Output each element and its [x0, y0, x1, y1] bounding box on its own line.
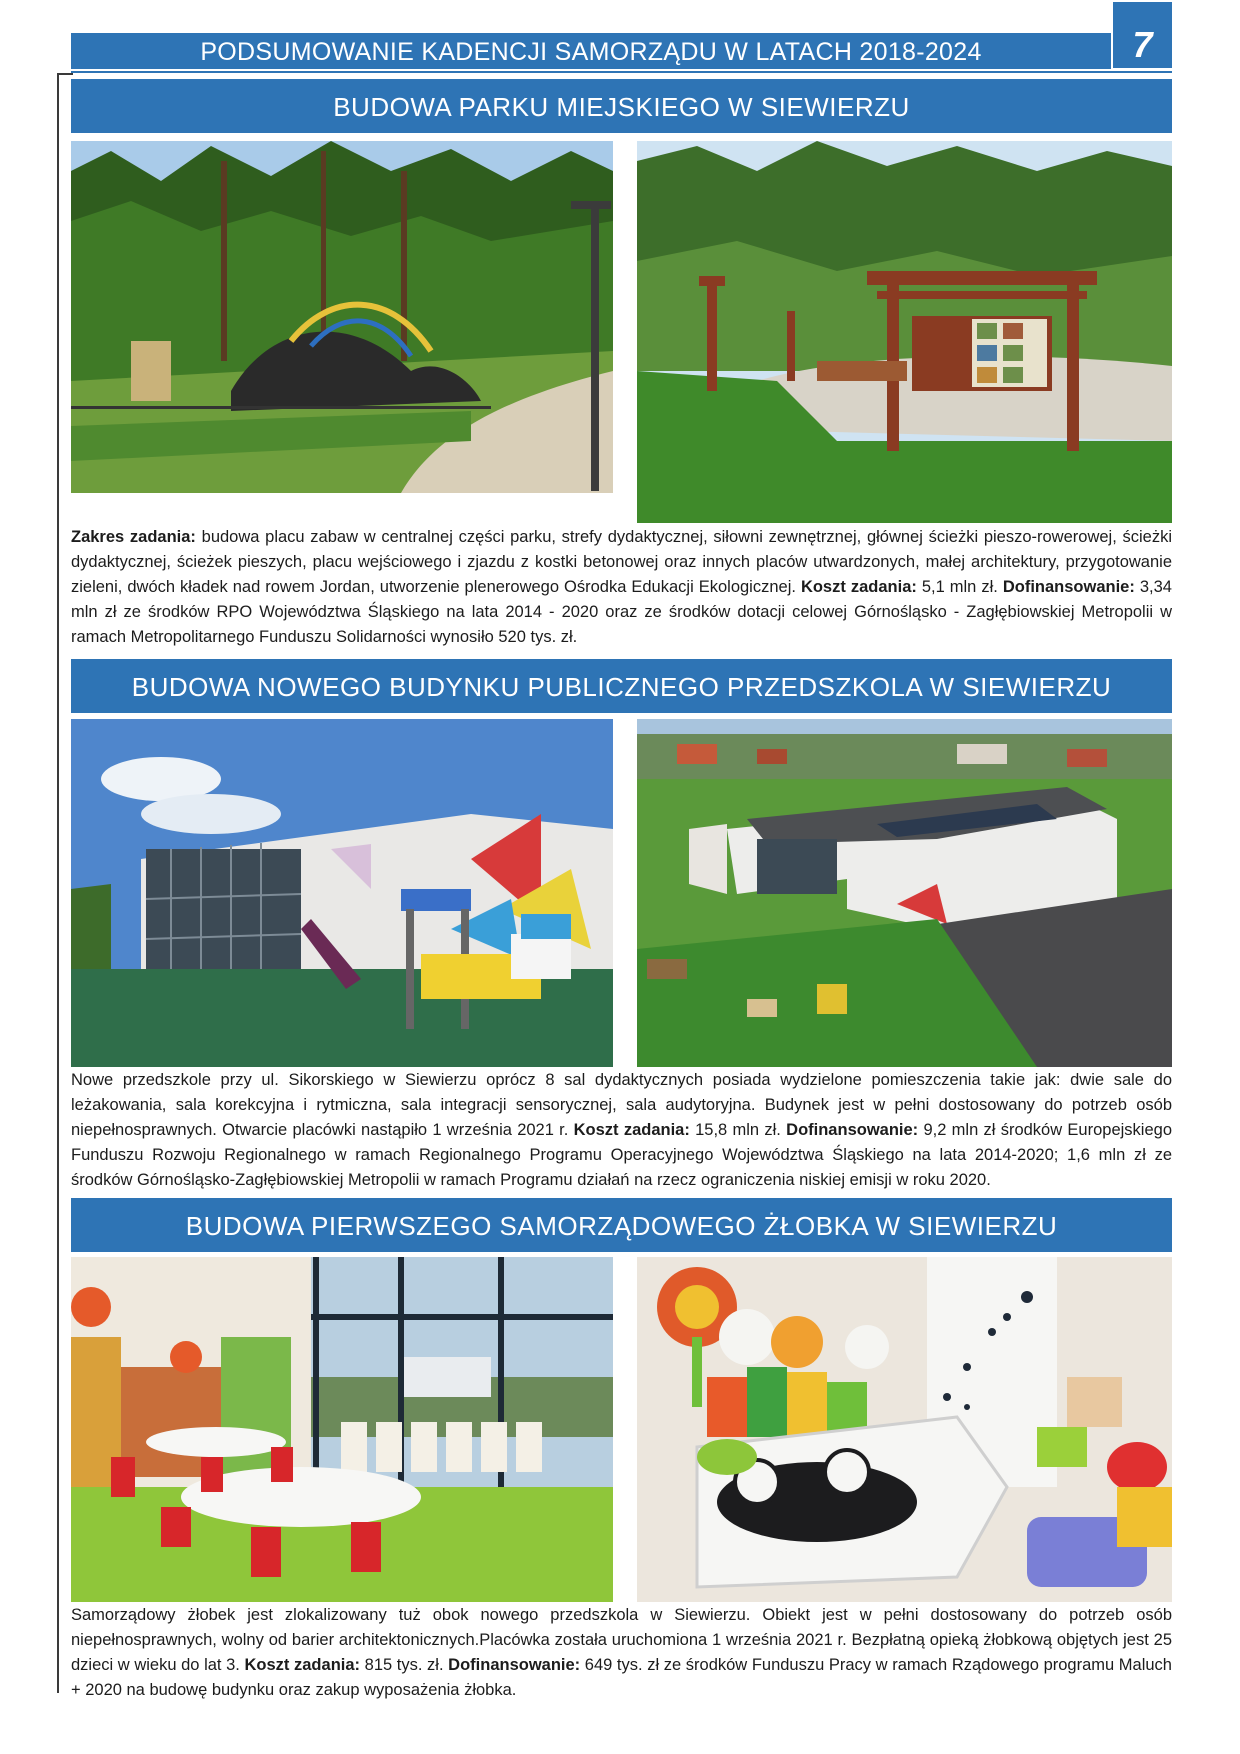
left-margin-rule — [57, 73, 59, 1693]
section-text-park: Zakres zadania: budowa placu zabaw w centralnej części parku, strefy dydaktycznej, siłowni zewnętrznej, głównej ścieżki pieszo-rowerowej, ścieżki dydaktycznej, ścieżek pieszych, placu wejściowego i zjazdu z kostki betonowej oraz innych placów utwardzonych, małej architektury, przygotowanie zieleni, dwóch kładek nad rowem Jordan, utworzenie plenerowego Ośrodka Edukacji Ekologicznej. Koszt zadania: 5,1 mln zł. Dofinansowanie: 3,34 mln zł ze środków RPO Województwa Śląskiego na lata 2014 - 2020 oraz ze środków dotacji celowej Górnośląsko - Zagłębiowskiej Metropolii w ramach Metropolitarnego Funduszu Solidarności wynosiło 520 tys. zł. — [71, 528, 1173, 646]
section-title-kindergarten: BUDOWA NOWEGO BUDYNKU PUBLICZNEGO PRZEDSZKOLA W SIEWIERZU — [71, 659, 1172, 713]
page-number: 7 — [1113, 2, 1172, 68]
section-text-nursery: Samorządowy żłobek jest zlokalizowany tuż obok nowego przedszkola w Siewierzu. Obiekt jest w pełni dostosowany do potrzeb osób niepełnosprawnych, wolny od barier architektonicznych.Placówka została uruchomiona 1 września 2021 r. Bezpłatną opieką żłobkową objętych jest 25 dzieci w wieku do lat 3. Koszt zadania: 815 tys. zł. Dofinansowanie: 649 tys. zł ze środków Funduszu Pracy w ramach Rządowego programu Maluch + 2020 na budowę budynku oraz zakup wyposażenia żłobka. — [71, 1606, 1172, 1699]
page-header: PODSUMOWANIE KADENCJI SAMORZĄDU W LATACH 2018-2024 — [71, 33, 1111, 69]
kindergarten-facade-photo — [71, 719, 613, 1067]
nursery-dining-room-photo — [71, 1257, 613, 1602]
nursery-play-area-photo — [637, 1257, 1172, 1602]
section-title-park: BUDOWA PARKU MIEJSKIEGO W SIEWIERZU — [71, 79, 1172, 133]
section-title-nursery: BUDOWA PIERWSZEGO SAMORZĄDOWEGO ŻŁOBKA W SIEWIERZU — [71, 1198, 1172, 1252]
park-playground-photo — [71, 141, 613, 493]
kindergarten-aerial-photo — [637, 719, 1172, 1067]
corner-rule — [57, 73, 73, 75]
section-text-kindergarten: Nowe przedszkole przy ul. Sikorskiego w Siewierzu oprócz 8 sal dydaktycznych posiada wydzielone pomieszczenia takie jak: dwie sale do leżakowania, sala korekcyjna i rytmiczna, sala integracji sensorycznej, sala audytoryjna. Budynek jest w pełni dostosowany do potrzeb osób niepełnosprawnych. Otwarcie placówki nastąpiło 1 września 2021 r. Koszt zadania: 15,8 mln zł. Dofinansowanie: 9,2 mln zł środków Europejskiego Funduszu Rozwoju Regionalnego w ramach Regionalnego Programu Operacyjnego Województwa Śląskiego na lata 2014-2020; 1,6 mln zł ze środków Górnośląsko-Zagłębiowskiej Metropolii w ramach Programu działań na rzecz ograniczenia niskiej emisji w roku 2020. — [71, 1071, 1172, 1189]
eco-education-board-photo — [637, 141, 1172, 523]
header-rule — [71, 71, 1172, 73]
